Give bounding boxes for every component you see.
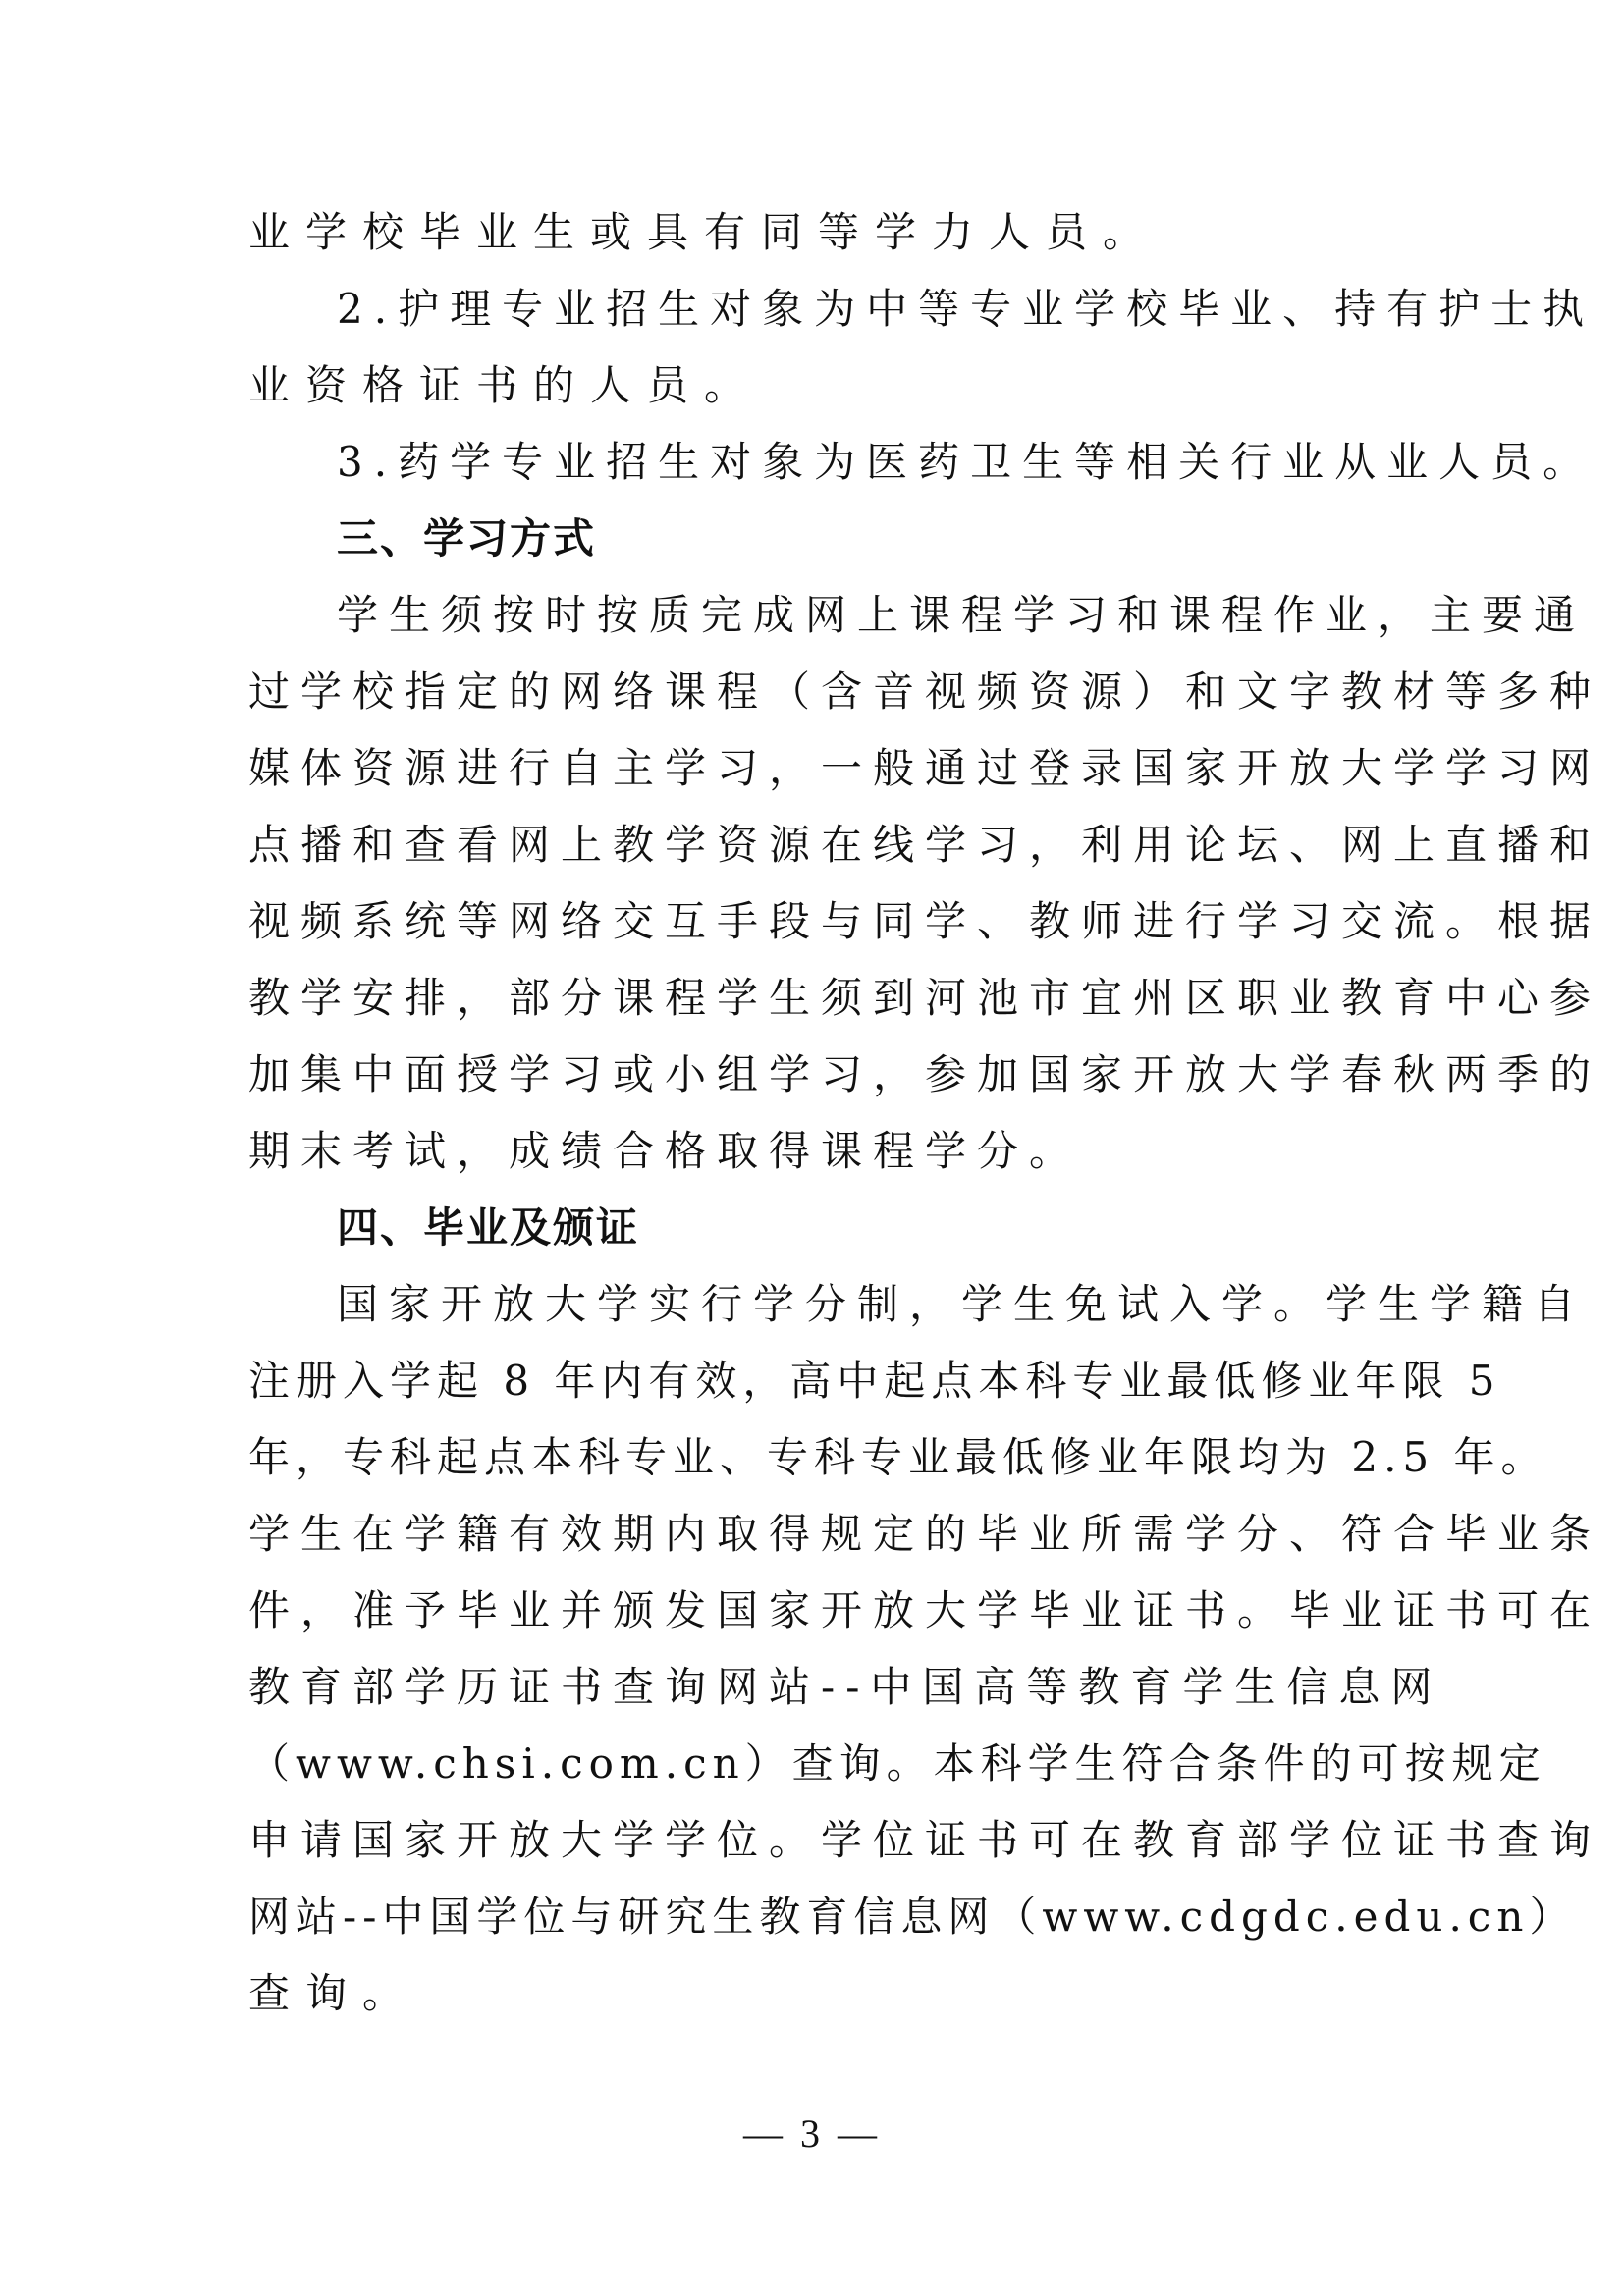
paragraph-line: 申请国家开放大学学位。学位证书可在教育部学位证书查询 xyxy=(248,1816,1602,1864)
paragraph-line: 业资格证书的人员。 xyxy=(248,361,762,409)
paragraph-line: 媒体资源进行自主学习，一般通过登录国家开放大学学习网 xyxy=(248,744,1602,792)
paragraph-line: 注册入学起 8 年内有效，高中起点本科专业最低修业年限 5 xyxy=(248,1357,1501,1405)
paragraph-line-cdgdc-link: 网站--中国学位与研究生教育信息网（www.cdgdc.edu.cn） xyxy=(248,1893,1577,1941)
section-heading-study-method: 三、学习方式 xyxy=(337,514,597,562)
paragraph-line: 视频系统等网络交互手段与同学、教师进行学习交流。根据 xyxy=(248,897,1602,945)
document-body xyxy=(248,194,1602,2032)
paragraph-line: 国家开放大学实行学分制，学生免试入学。学生学籍自 xyxy=(337,1280,1587,1328)
paragraph-line: 教学安排，部分课程学生须到河池市宜州区职业教育中心参 xyxy=(248,974,1602,1022)
list-item-pharmacy: 3.药学专业招生对象为医药卫生等相关行业从业人员。 xyxy=(337,438,1596,486)
paragraph-line: 加集中面授学习或小组学习，参加国家开放大学春秋两季的 xyxy=(248,1050,1602,1098)
paragraph-line: 期末考试，成绩合格取得课程学分。 xyxy=(248,1127,1082,1175)
section-heading-graduation: 四、毕业及颁证 xyxy=(337,1203,640,1252)
paragraph-line: 查询。 xyxy=(248,1969,420,2017)
paragraph-line: 点播和查看网上教学资源在线学习，利用论坛、网上直播和 xyxy=(248,821,1602,869)
paragraph-line: 过学校指定的网络课程（含音视频资源）和文字教材等多种 xyxy=(248,667,1602,716)
paragraph-line: 学生在学籍有效期内取得规定的毕业所需学分、符合毕业条 xyxy=(248,1510,1602,1558)
paragraph-line-chsi-link: （www.chsi.com.cn）查询。本科学生符合条件的可按规定 xyxy=(248,1739,1546,1788)
paragraph-line: 年，专科起点本科专业、专科专业最低修业年限均为 2.5 年。 xyxy=(248,1433,1548,1481)
paragraph-line: 件，准予毕业并颁发国家开放大学毕业证书。毕业证书可在 xyxy=(248,1586,1602,1634)
page-number: — 3 — xyxy=(743,2111,881,2156)
paragraph-line: 学生须按时按质完成网上课程学习和课程作业，主要通 xyxy=(337,591,1587,639)
paragraph-line: 业学校毕业生或具有同等学力人员。 xyxy=(248,208,1161,256)
list-item-nursing: 2.护理专业招生对象为中等专业学校毕业、持有护士执 xyxy=(337,285,1596,333)
paragraph-line: 教育部学历证书查询网站--中国高等教育学生信息网 xyxy=(248,1663,1443,1711)
